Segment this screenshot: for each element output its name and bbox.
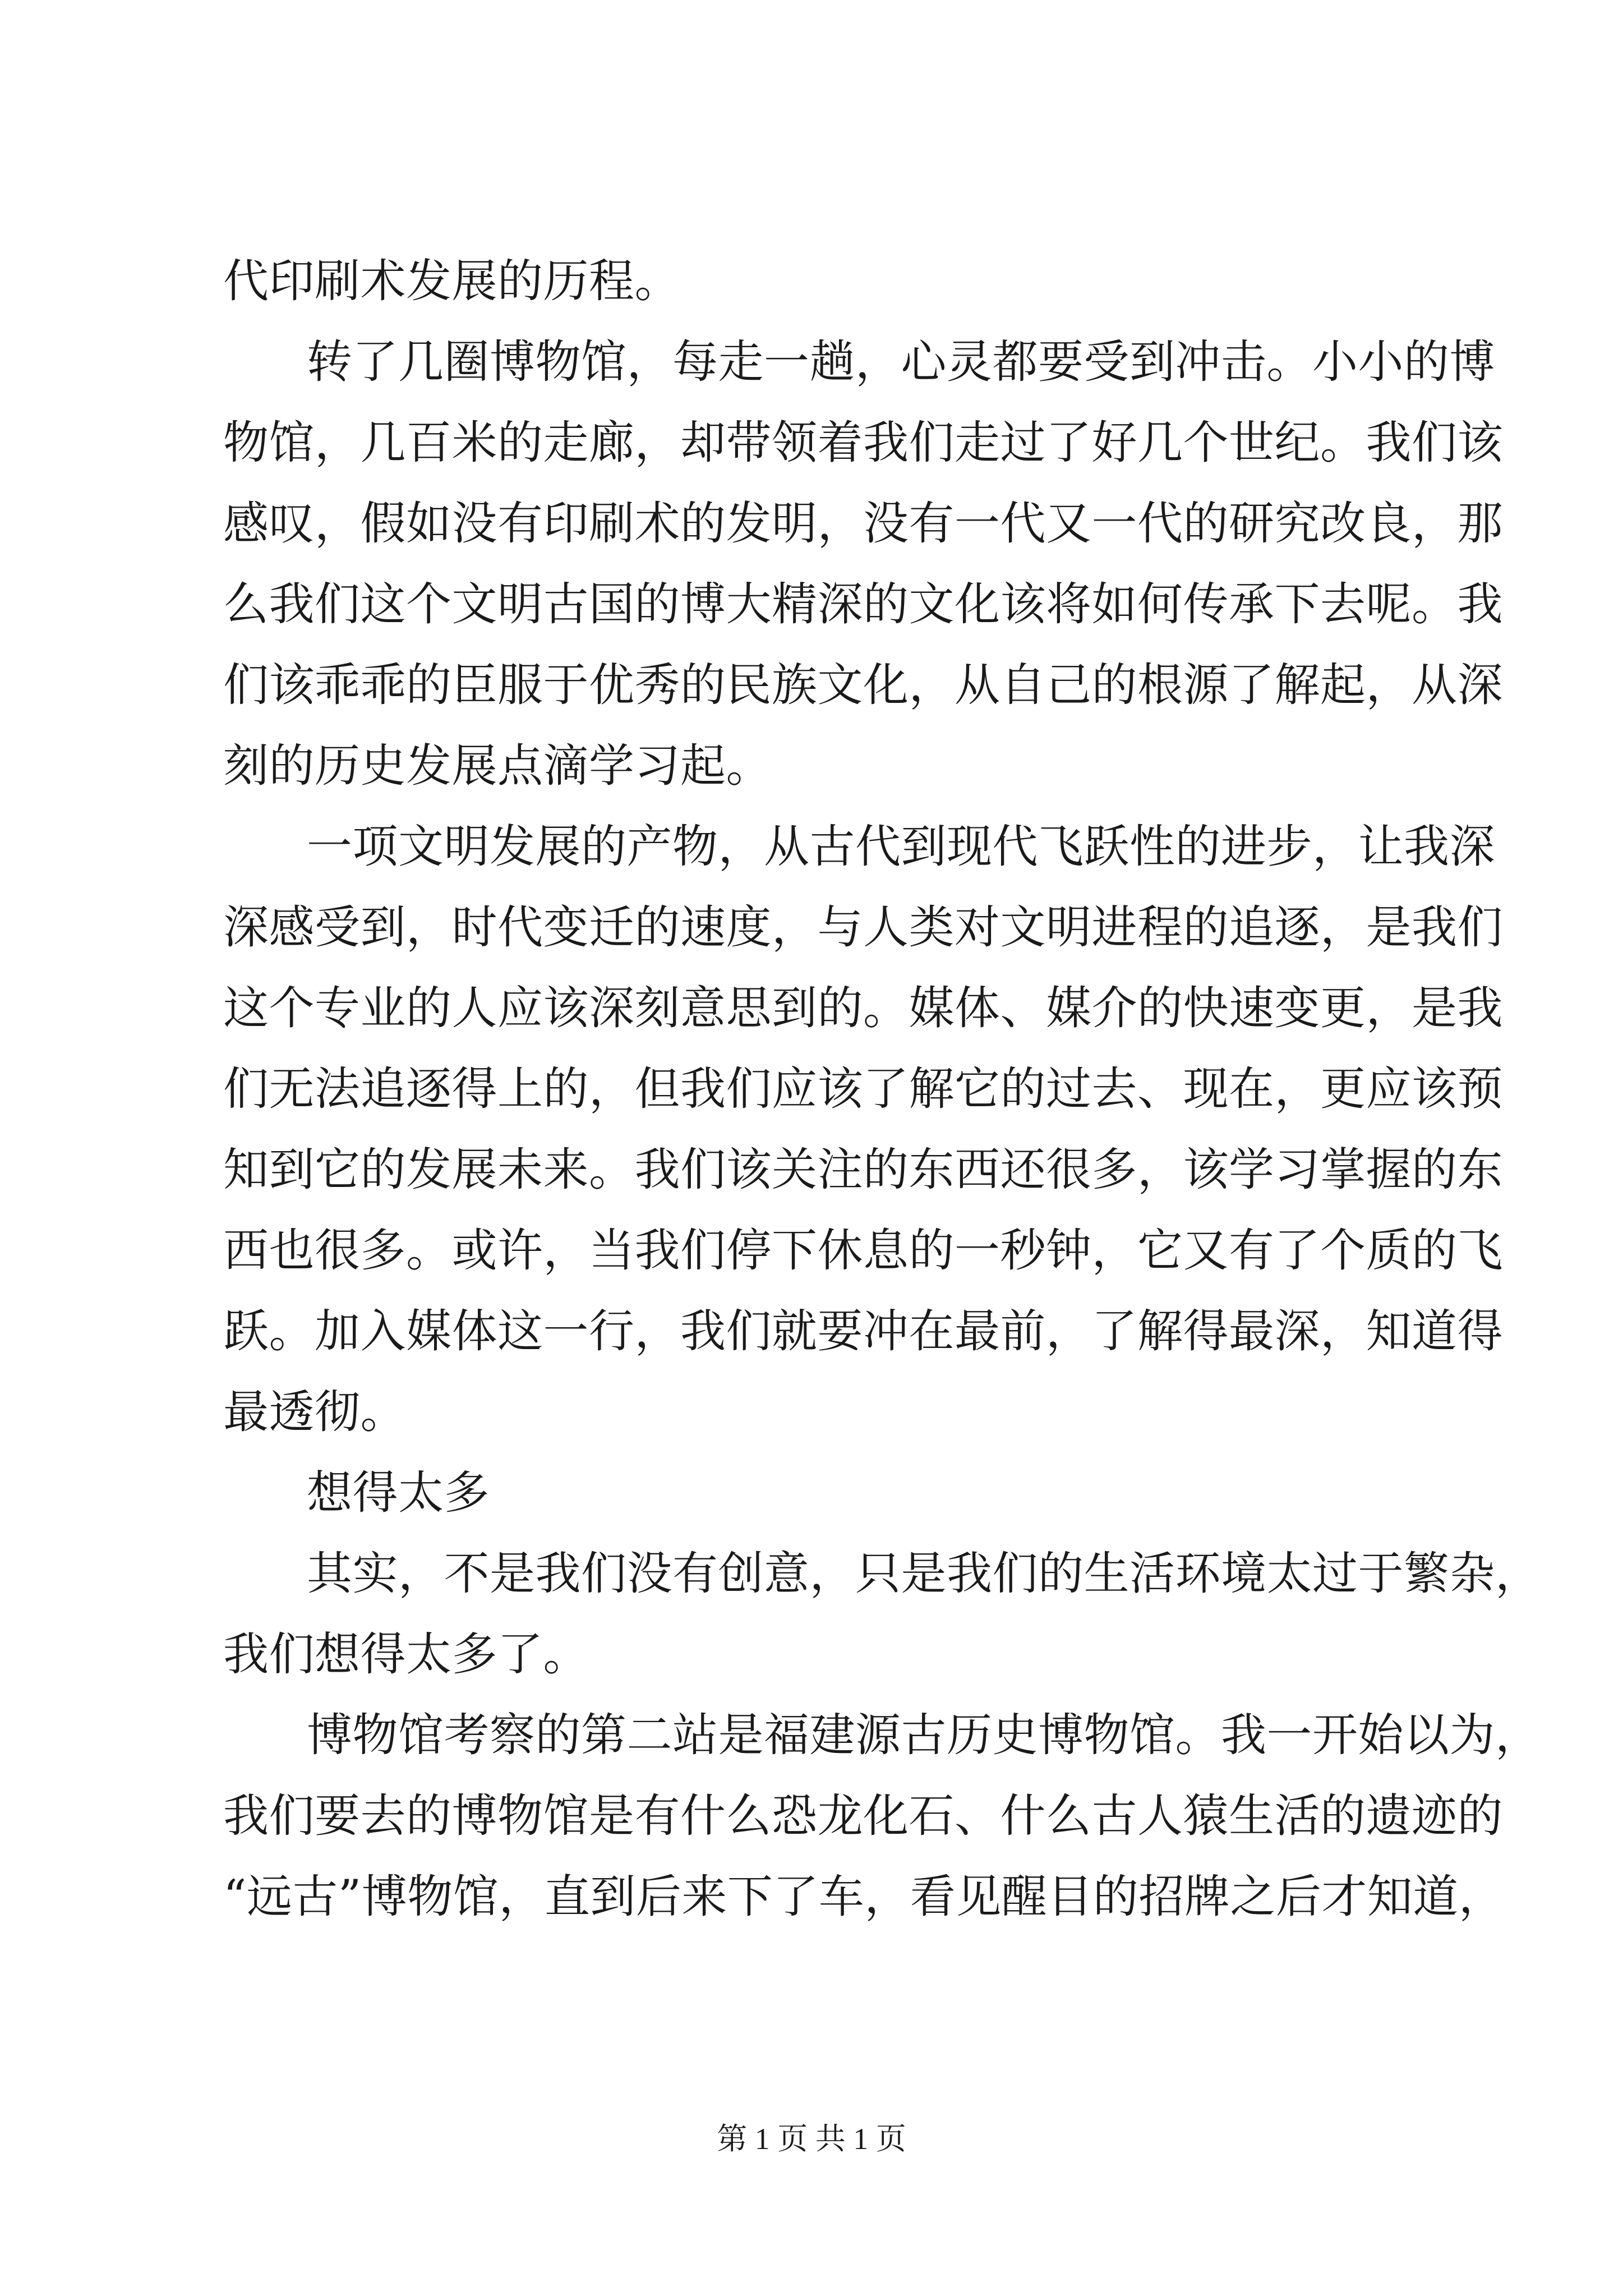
text-line: “远古”博物馆，直到后来下了车，看见醒目的招牌之后才知道， <box>223 1871 1505 1924</box>
text-line: 西也很多。或许，当我们停下休息的一秒钟，它又有了个质的飞 <box>223 1225 1504 1277</box>
section-heading: 想得太多 <box>307 1467 490 1520</box>
text-line: 最透彻。 <box>223 1386 407 1439</box>
page-number-label: 第 1 页 共 1 页 <box>717 2122 906 2156</box>
paragraph-start-line: 博物馆考察的第二站是福建源古历史博物馆。我一开始以为， <box>307 1709 1541 1762</box>
text-line: 么我们这个文明古国的博大精深的文化该将如何传承下去呢。我 <box>223 578 1504 631</box>
paragraph-start-line: 一项文明发展的产物，从古代到现代飞跃性的进步，让我深 <box>307 821 1496 873</box>
text-line: 们该乖乖的臣服于优秀的民族文化，从自己的根源了解起，从深 <box>223 659 1504 712</box>
text-line: 这个专业的人应该深刻意思到的。媒体、媒介的快速变更，是我 <box>223 982 1504 1035</box>
document-body <box>223 241 1541 1938</box>
text-line: 代印刷术发展的历程。 <box>223 255 681 308</box>
page-footer <box>0 2119 1623 2159</box>
text-line: 深感受到，时代变迁的速度，与人类对文明进程的追逐，是我们 <box>223 901 1504 954</box>
paragraph-start-line: 转了几圈博物馆，每走一趟，心灵都要受到冲击。小小的博 <box>307 336 1496 389</box>
text-line: 物馆，几百米的走廊，却带领着我们走过了好几个世纪。我们该 <box>223 417 1504 470</box>
text-line: 感叹，假如没有印刷术的发明，没有一代又一代的研究改良，那 <box>223 498 1504 550</box>
paragraph-start-line: 其实，不是我们没有创意，只是我们的生活环境太过于繁杂， <box>307 1548 1541 1600</box>
text-line: 我们想得太多了。 <box>223 1628 589 1681</box>
text-line: 跃。加入媒体这一行，我们就要冲在最前，了解得最深，知道得 <box>223 1305 1504 1358</box>
text-line: 知到它的发展未来。我们该关注的东西还很多，该学习掌握的东 <box>223 1144 1504 1197</box>
text-line: 刻的历史发展点滴学习起。 <box>223 740 772 793</box>
text-line: 们无法追逐得上的，但我们应该了解它的过去、现在，更应该预 <box>223 1063 1504 1116</box>
text-line: 我们要去的博物馆是有什么恐龙化石、什么古人猿生活的遗迹的 <box>223 1790 1504 1843</box>
